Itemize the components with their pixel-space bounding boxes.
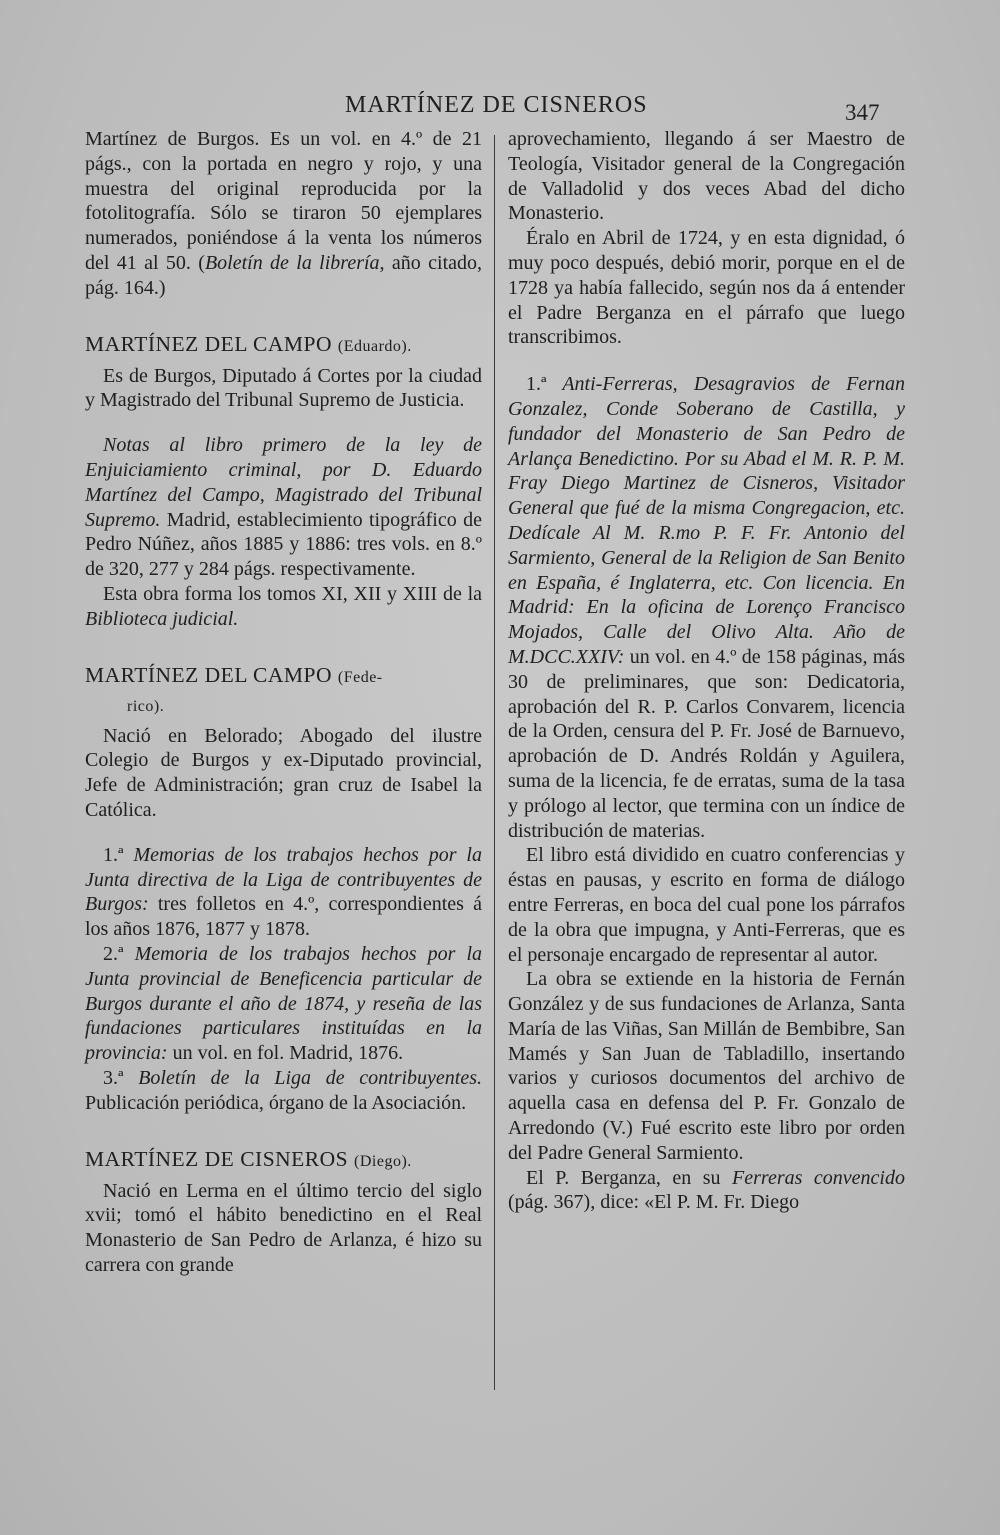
work-federico-3 <box>85 1066 482 1116</box>
heading-given-name: (Eduardo). <box>337 337 412 355</box>
entry-bio-diego: Nació en Lerma en el último tercio del siglo xvii; tomó el hábito benedictino en el Real Monasterio de San Pedro de Arlanza, é hizo su carrera con grande <box>85 1179 482 1276</box>
heading-surname: MARTÍNEZ DEL CAMPO <box>85 662 332 687</box>
ref-italic: Boletín de la librería, <box>204 251 385 274</box>
entry-heading-diego <box>85 1146 482 1175</box>
page-number: 347 <box>845 100 880 125</box>
entry-heading-federico <box>85 662 482 720</box>
left-column <box>85 127 482 1278</box>
work-number: 1.ª <box>103 843 124 866</box>
work-details: un vol. en fol. Madrid, 1876. <box>167 1042 404 1065</box>
note-text: Esta obra forma los tomos XI, XII y XIII de la <box>103 582 482 605</box>
work-details: un vol. en 4.º de 158 páginas, más 30 de preliminares, que son: Dedicatoria, aprobación del R. P. Carlos Convarem, licencia de la Orden, censura del P. Fr. José de Barnuevo, aprobación de D. Andrés Roldán y Aguilera, suma de la licencia, fe de erratas, suma de la tasa y prólogo al lector, que termina con un índice de distribución de materias. <box>508 645 905 842</box>
work-federico-2 <box>85 942 482 1066</box>
work-diego-1 <box>508 372 905 843</box>
work-title: Memorias de los trabajos hechos por la Junta directiva de la Liga de contribuyentes de Burgos: <box>85 843 482 916</box>
work-details: Madrid, establecimiento tipográfico de Pedro Núñez, años 1885 y 1886: tres vols. en 8.º de 320, 277 y 284 págs. respectivamente. <box>85 508 482 581</box>
entry-bio-eduardo: Es de Burgos, Diputado á Cortes por la ciudad y Magistrado del Tribunal Supremo de Justicia. <box>85 364 482 412</box>
entry-bio-federico: Nació en Belorado; Abogado del ilustre Colegio de Burgos y ex-Diputado provincial, Jefe de Administración; gran cruz de Isabel la Católica. <box>85 724 482 821</box>
note-italic: Biblioteca judicial. <box>85 607 239 630</box>
ref-close: año citado, pág. 164.) <box>85 251 483 299</box>
work-number: 3.ª <box>103 1066 124 1089</box>
ref-open: ( <box>190 251 205 274</box>
work-note <box>85 582 482 632</box>
work-number: 2.ª <box>103 942 124 965</box>
work-details: Publicación periódica, órgano de la Asociación. <box>85 1091 467 1114</box>
work-federico-1 <box>85 843 482 942</box>
work-title: Notas al libro primero de la ley de Enjuiciamiento criminal, por D. Eduardo Martínez del Campo, Magistrado del Tribunal Supremo. <box>85 434 482 531</box>
heading-given-name-b: rico). <box>127 697 165 715</box>
work-details: tres folletos en 4.º, correspondientes á los años 1876, 1877 y 1878. <box>85 893 482 941</box>
entry-bio-diego-death: Éralo en Abril de 1724, y en esta dignidad, ó muy poco después, debió morir, porque en el de 1728 ya había fallecido, según nos da á entender el Padre Berganza en el párrafo que luego transcribimos. <box>508 227 905 349</box>
heading-given-name: (Diego). <box>354 1152 412 1170</box>
work-number: 1.ª <box>526 373 547 396</box>
work-title: Memoria de los trabajos hechos por la Junta provincial de Beneficencia particular de Burgos durante el año de 1874, y reseña de las fundaciones particulares instituídas en la provincia: <box>85 942 482 1065</box>
running-head: MARTÍNEZ DE CISNEROS <box>345 92 648 118</box>
entry-bio-diego-continued: aprovechamiento, llegando á ser Maestro de Teología, Visitador general de la Congregación de Valladolid y dos veces Abad del dicho Monasterio. <box>508 128 905 225</box>
work-eduardo <box>85 433 482 582</box>
quote-text: (pág. 367), dice: «El P. M. Fr. Diego <box>508 1191 800 1214</box>
continued-text: Martínez de Burgos. Es un vol. en 4.º de 21 págs., con la portada en negro y rojo, y una muestra del original reproducida por la fotolitografía. Sólo se tiraron 50 ejemplares numerados, poniéndose á la venta los números del 41 al 50. <box>85 128 482 274</box>
heading-surname: MARTÍNEZ DEL CAMPO <box>85 331 332 356</box>
work-title: Boletín de la Liga de contribuyentes. <box>123 1066 482 1089</box>
quote-source: Ferreras convencido <box>732 1166 905 1189</box>
berganza-quote <box>508 1166 905 1216</box>
entry-heading-eduardo <box>85 331 482 360</box>
work-title: Anti-Ferreras, Desagravios de Fernan Gonzalez, Conde Soberano de Castilla, y fundador del Monasterio de San Pedro de Arlança Benedictino. Por su Abad el M. R. P. M. Fray Diego Martinez de Cisneros, Visitador General que fué de la misma Congregacion, etc. Dedícale Al M. R.mo P. F. Fr. Antonio del Sarmiento, General de la Religion de San Benito en España, é Inglaterra, etc. Con licencia. En Madrid: En la oficina de Lorenço Francisco Mojados, Calle del Olivo Alta. Año de M.DCC.XXIV: <box>508 373 905 668</box>
continued-entry <box>85 127 482 301</box>
column-divider <box>494 135 495 1390</box>
heading-surname: MARTÍNEZ DE CISNEROS <box>85 1146 349 1171</box>
work-content: La obra se extiende en la historia de Fernán González y de sus fundaciones de Arlanza, Santa María de las Viñas, San Millán de Bembibre, San Mamés y San Juan de Tabladillo, insertando varios y curiosos documentos del archivo de aquella casa en defensa del P. Fr. Gonzalo de Arredondo (V.) Fué escrito este libro por orden del Padre General Sarmiento. <box>508 968 905 1164</box>
heading-given-name-a: (Fede- <box>337 668 383 686</box>
work-description: El libro está dividido en cuatro conferencias y éstas en pausas, y escrito en forma de diálogo entre Ferreras, en boca del cual pone los párrafos de la obra que impugna, y Anti-Ferreras, que es el personaje encargado de representar al autor. <box>508 844 905 966</box>
right-column <box>508 127 905 1215</box>
quote-intro: El P. Berganza, en su <box>526 1166 733 1189</box>
